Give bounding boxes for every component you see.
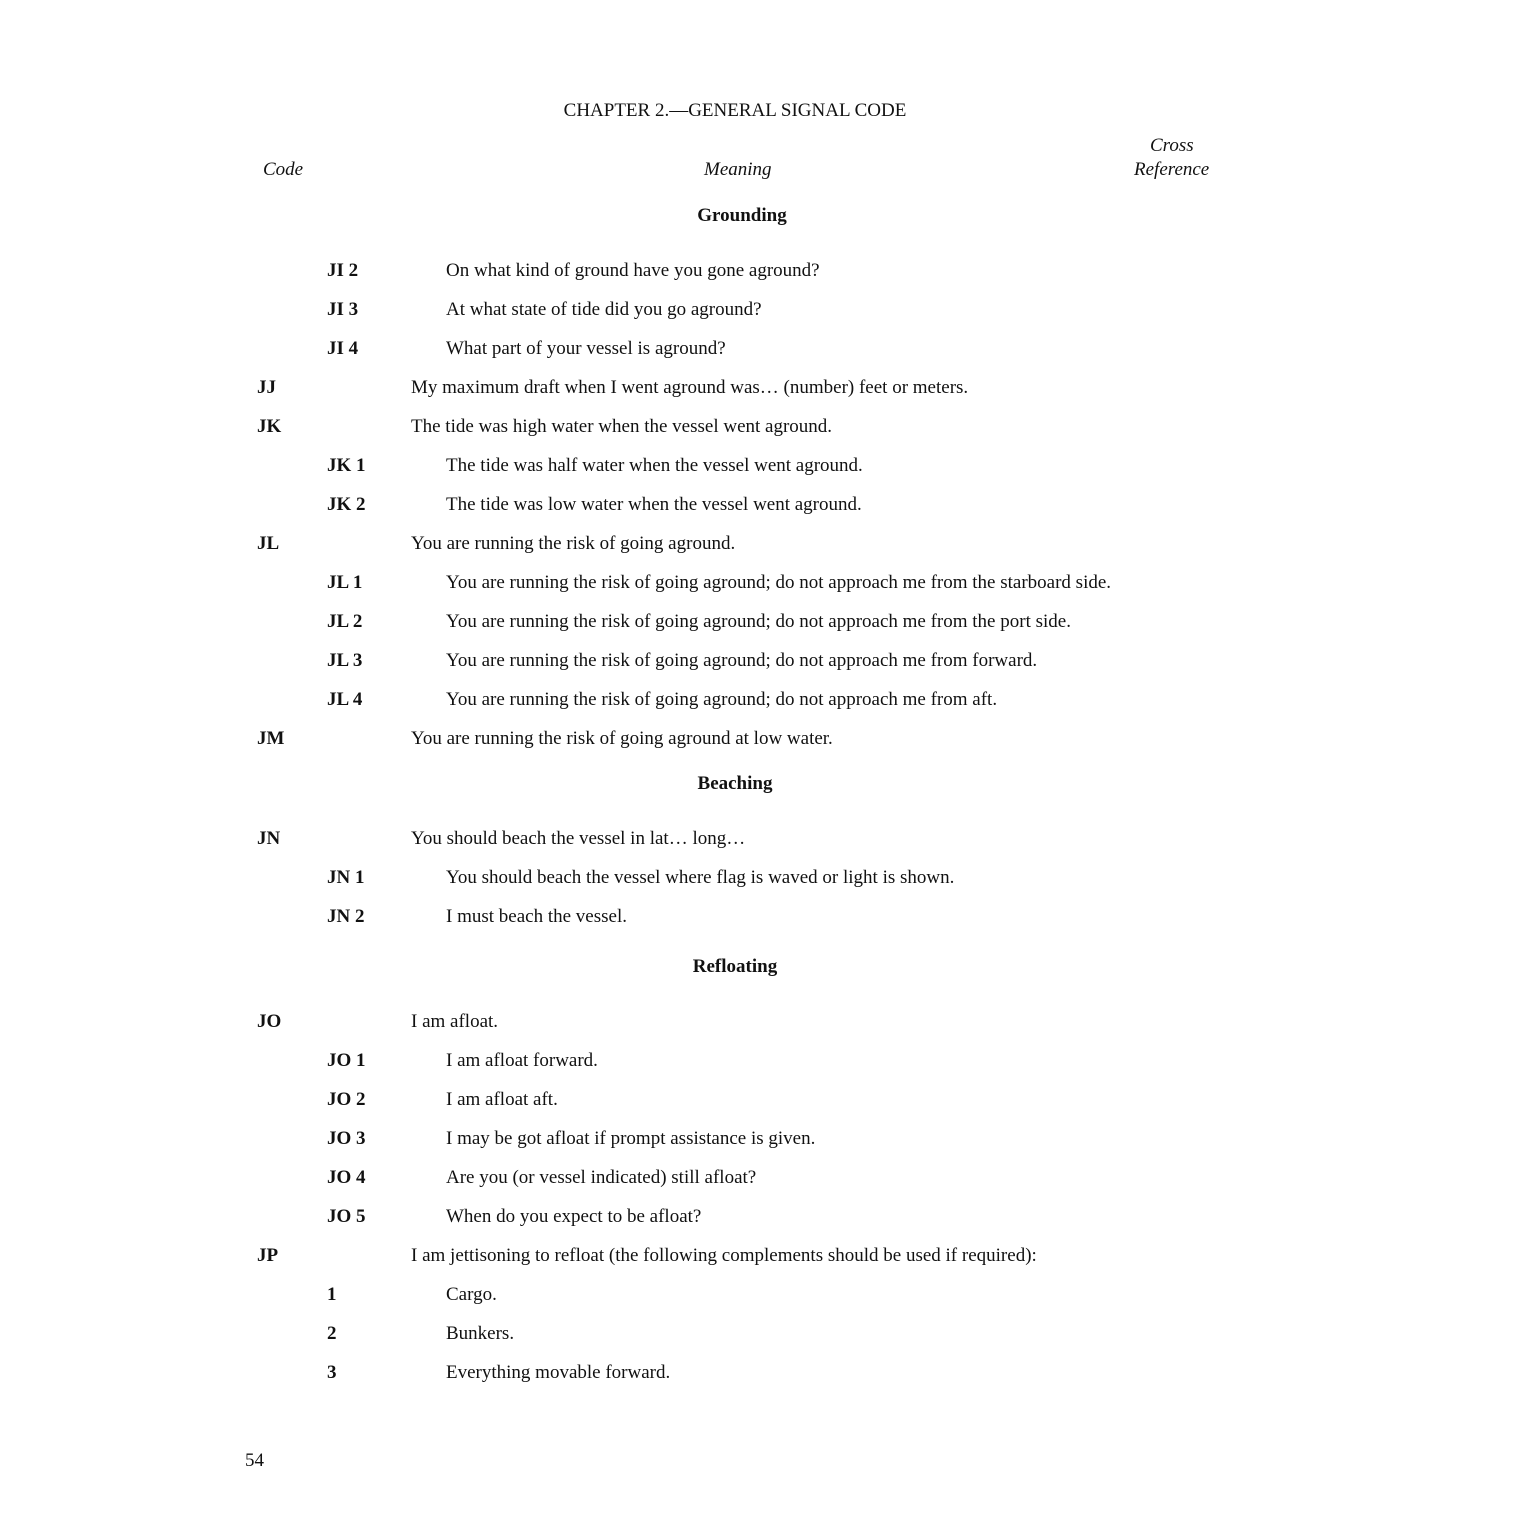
signal-code: JN 2 (327, 906, 365, 927)
signal-code: JI 2 (327, 260, 359, 281)
signal-meaning: I am afloat forward. (446, 1050, 598, 1071)
signal-code: JI 3 (327, 299, 359, 320)
section-heading-beaching: Beaching (697, 773, 773, 794)
signal-code: JK 1 (327, 455, 366, 476)
signal-meaning: You are running the risk of going aground. (411, 533, 736, 554)
signal-code: JM (257, 728, 285, 749)
column-header-meaning: Meaning (704, 159, 772, 180)
signal-code: 1 (327, 1284, 337, 1305)
signal-code: JJ (257, 377, 276, 398)
signal-meaning: My maximum draft when I went aground was… (number) feet or meters. (411, 377, 969, 398)
signal-meaning: I am afloat aft. (446, 1089, 558, 1110)
signal-meaning: On what kind of ground have you gone aground? (446, 260, 820, 281)
chapter-title: CHAPTER 2.—GENERAL SIGNAL CODE (563, 100, 907, 121)
signal-code: JL 1 (327, 572, 363, 593)
signal-meaning: The tide was low water when the vessel went aground. (446, 494, 862, 515)
signal-code: JN (257, 828, 281, 849)
signal-code: JL 3 (327, 650, 363, 671)
section-heading-grounding: Grounding (697, 205, 787, 226)
section-heading-refloating: Refloating (692, 956, 778, 977)
signal-meaning: At what state of tide did you go aground? (446, 299, 762, 320)
signal-meaning: You are running the risk of going aground; do not approach me from aft. (446, 689, 998, 710)
signal-meaning: Are you (or vessel indicated) still afloat? (446, 1167, 757, 1188)
signal-meaning: You should beach the vessel in lat… long… (411, 828, 746, 849)
signal-code: JK (257, 416, 282, 437)
signal-code: JI 4 (327, 338, 359, 359)
signal-meaning: You are running the risk of going aground; do not approach me from forward. (446, 650, 1038, 671)
signal-meaning: I am jettisoning to refloat (the following complements should be used if required): (411, 1245, 1037, 1266)
signal-code: JO 2 (327, 1089, 366, 1110)
column-header-code: Code (263, 159, 304, 180)
signal-meaning: Bunkers. (446, 1323, 515, 1344)
signal-meaning: Everything movable forward. (446, 1362, 671, 1383)
signal-code: 3 (327, 1362, 337, 1383)
signal-meaning: I may be got afloat if prompt assistance is given. (446, 1128, 816, 1149)
signal-code: JO 5 (327, 1206, 366, 1227)
signal-code: JO 4 (327, 1167, 366, 1188)
page-number: 54 (245, 1450, 264, 1471)
signal-meaning: You are running the risk of going aground at low water. (411, 728, 833, 749)
signal-meaning: I am afloat. (411, 1011, 499, 1032)
signal-meaning: When do you expect to be afloat? (446, 1206, 702, 1227)
signal-code: JK 2 (327, 494, 366, 515)
signal-code: JL (257, 533, 280, 554)
signal-code: JO (257, 1011, 282, 1032)
column-header-cross-line1: Cross (1150, 135, 1194, 156)
signal-meaning: What part of your vessel is aground? (446, 338, 726, 359)
signal-meaning: You should beach the vessel where flag is waved or light is shown. (446, 867, 955, 888)
signal-code: JO 1 (327, 1050, 366, 1071)
signal-meaning: The tide was half water when the vessel went aground. (446, 455, 863, 476)
signal-meaning: You are running the risk of going aground; do not approach me from the starboard side. (446, 572, 1112, 593)
signal-code: JP (257, 1245, 279, 1266)
signal-meaning: The tide was high water when the vessel went aground. (411, 416, 833, 437)
column-header-cross-line2: Reference (1134, 159, 1210, 180)
signal-code: 2 (327, 1323, 337, 1344)
signal-code: JL 4 (327, 689, 363, 710)
signal-code: JO 3 (327, 1128, 366, 1149)
signal-code: JL 2 (327, 611, 363, 632)
signal-meaning: I must beach the vessel. (446, 906, 627, 927)
signal-meaning: Cargo. (446, 1284, 497, 1305)
signal-meaning: You are running the risk of going aground; do not approach me from the port side. (446, 611, 1071, 632)
signal-code: JN 1 (327, 867, 365, 888)
